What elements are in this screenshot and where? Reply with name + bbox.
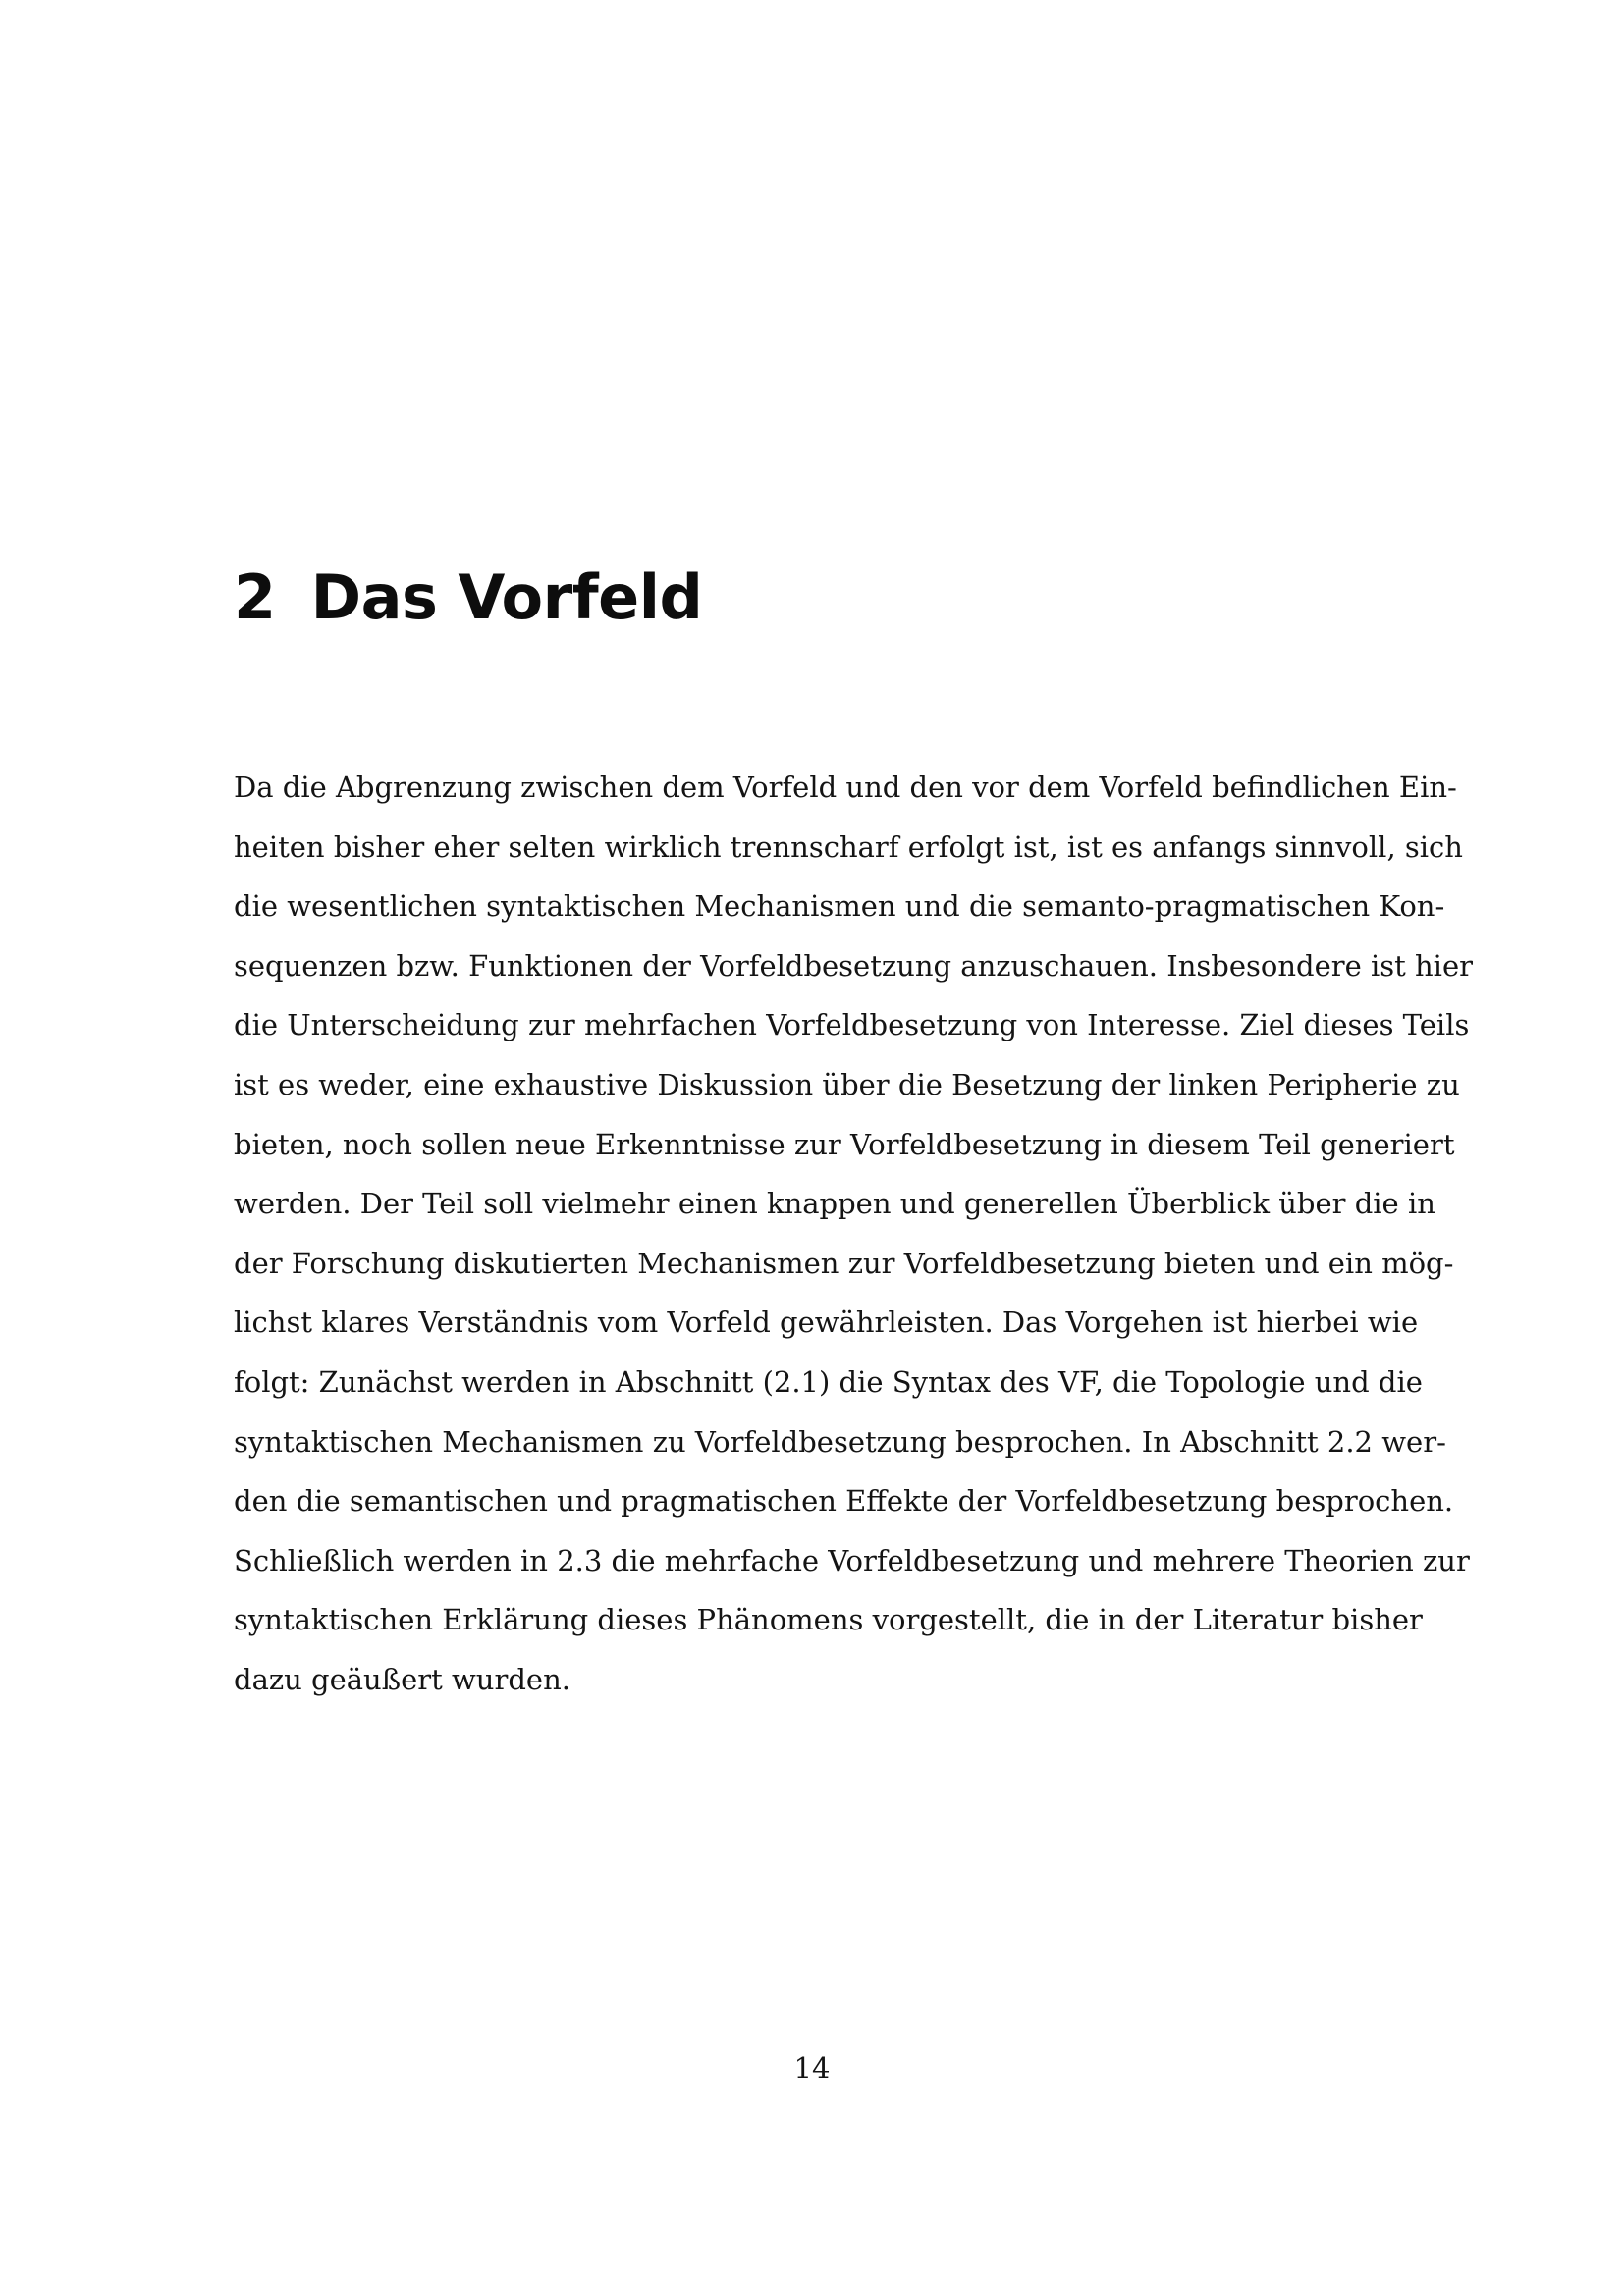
page-number: 14 [793, 2052, 831, 2085]
paragraph-line: ist es weder, eine exhaustive Diskussion über die Besetzung der linken Peripherie zu [234, 1067, 1460, 1101]
paragraph-line: dazu geäußert wurden. [234, 1662, 570, 1696]
paragraph-line: syntaktischen Erklärung dieses Phänomens vorgestellt, die in der Literatur bisher [234, 1603, 1423, 1637]
chapter-heading [234, 561, 703, 633]
paragraph-line: die Unterscheidung zur mehrfachen Vorfeldbesetzung von Interesse. Ziel dieses Teils [234, 1008, 1470, 1042]
chapter-title: Das Vorfeld [310, 561, 703, 633]
chapter-number: 2 [234, 561, 276, 633]
paragraph-line: Da die Abgrenzung zwischen dem Vorfeld und den vor dem Vorfeld befindlichen Ein- [234, 771, 1457, 804]
paragraph-line: die wesentlichen syntaktischen Mechanismen und die semanto-pragmatischen Kon- [234, 889, 1445, 924]
body-paragraph [234, 758, 1473, 1710]
paragraph-line: sequenzen bzw. Funktionen der Vorfeldbesetzung anzuschauen. Insbesondere ist hier [234, 948, 1473, 983]
paragraph-line: syntaktischen Mechanismen zu Vorfeldbesetzung besprochen. In Abschnitt 2.2 wer- [234, 1424, 1446, 1459]
paragraph-line: folgt: Zunächst werden in Abschnitt (2.1) die Syntax des VF, die Topologie und die [234, 1364, 1423, 1399]
paragraph-line: den die semantischen und pragmatischen Effekte der Vorfeldbesetzung besprochen. [234, 1484, 1454, 1519]
paragraph-line: lichst klares Verständnis vom Vorfeld gewährleisten. Das Vorgehen ist hierbei wie [234, 1306, 1419, 1340]
paragraph-line: bieten, noch sollen neue Erkenntnisse zur Vorfeldbesetzung in diesem Teil generiert [234, 1127, 1455, 1161]
paragraph-line: werden. Der Teil soll vielmehr einen knappen und generellen Überblick über die in [234, 1187, 1435, 1221]
paragraph-line: Schließlich werden in 2.3 die mehrfache Vorfeldbesetzung und mehrere Theorien zur [234, 1543, 1470, 1577]
paragraph-line: heiten bisher eher selten wirklich trennscharf erfolgt ist, ist es anfangs sinnvoll, sich [234, 829, 1463, 864]
paragraph-line: der Forschung diskutierten Mechanismen zur Vorfeldbesetzung bieten und ein mög- [234, 1246, 1454, 1280]
